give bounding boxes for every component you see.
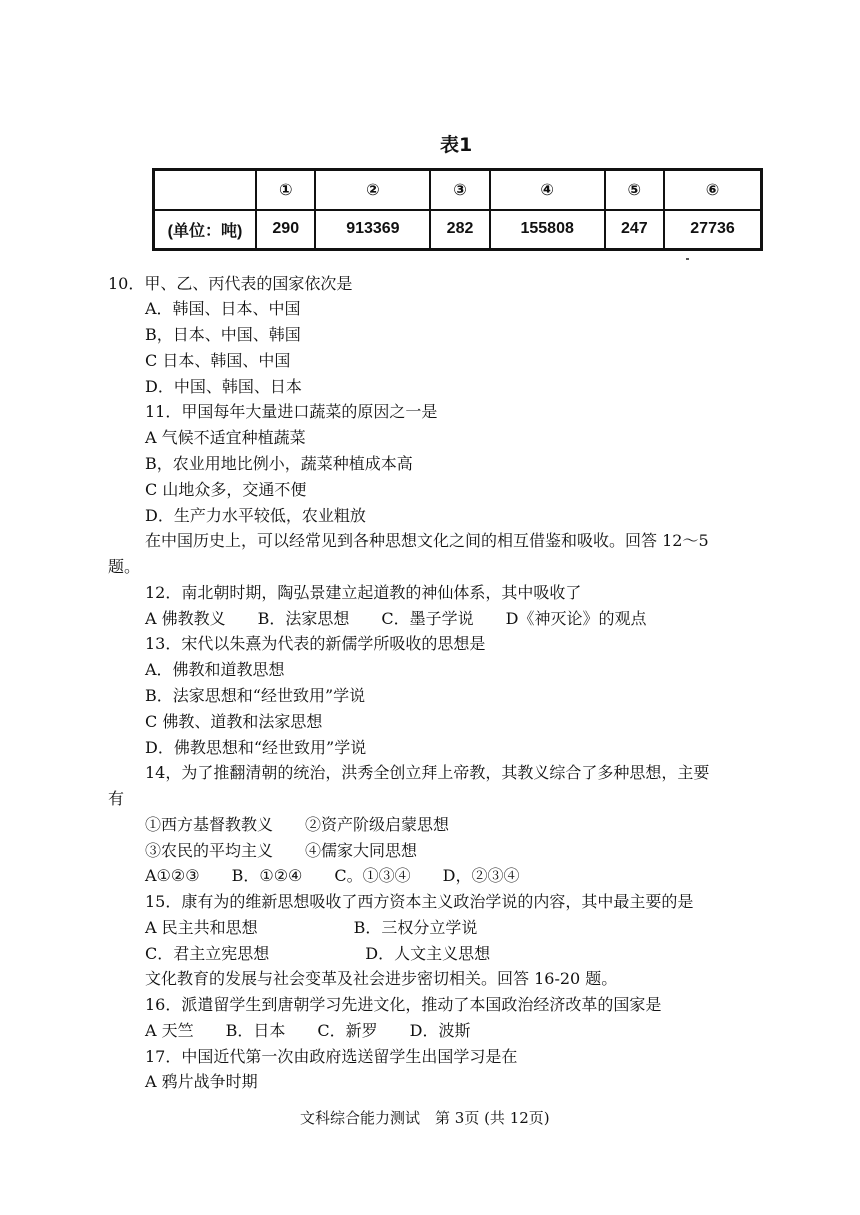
option-line: ①西方基督教教义 ②资产阶级启蒙思想 <box>145 815 450 834</box>
table-header-cell: ① <box>256 170 315 210</box>
table-cell: 290 <box>256 210 315 250</box>
option-line: A 鸦片战争时期 <box>145 1072 258 1091</box>
scan-mark <box>686 258 689 260</box>
option-line: D．佛教思想和“经世致用”学说 <box>145 738 367 757</box>
option-line: A 民主共和思想 B．三权分立学说 <box>145 918 478 937</box>
option-line: A①②③ B．①②④ C。①③④ D，②③④ <box>145 866 520 885</box>
option-line: ③农民的平均主义 ④儒家大同思想 <box>145 841 418 860</box>
option-line: A 气候不适宜种植蔬菜 <box>145 428 306 447</box>
option-line: A．韩国、日本、中国 <box>145 299 301 318</box>
question-14-cont: 有 <box>108 789 125 808</box>
question-16: 16．派遣留学生到唐朝学习先进文化，推动了本国政治经济改革的国家是 <box>145 995 662 1014</box>
option-line: C 日本、韩国、中国 <box>145 351 291 370</box>
option-line: B，农业用地比例小，蔬菜种植成本高 <box>145 454 413 473</box>
table-row <box>154 210 762 250</box>
table-cell: 913369 <box>315 210 430 250</box>
question-11: 11．甲国每年大量进口蔬菜的原因之一是 <box>145 402 438 421</box>
table-title: 表1 <box>440 134 473 156</box>
question-14: 14，为了推翻清朝的统治，洪秀全创立拜上帝教，其教义综合了多种思想，主要 <box>145 763 710 782</box>
table-header-cell: ⑥ <box>664 170 761 210</box>
question-12: 12．南北朝时期，陶弘景建立起道教的神仙体系，其中吸收了 <box>145 583 582 602</box>
option-line: C．君主立宪思想 D．人文主义思想 <box>145 944 491 963</box>
table-cell: 27736 <box>664 210 761 250</box>
table-header-cell: ② <box>315 170 430 210</box>
section-intro: 在中国历史上，可以经常见到各种思想文化之间的相互借鉴和吸收。回答 12～5 <box>145 531 709 550</box>
option-line: C 山地众多，交通不便 <box>145 480 307 499</box>
option-line: C 佛教、道教和法家思想 <box>145 712 323 731</box>
option-line: D．中国、韩国、日本 <box>145 377 302 396</box>
table-header-cell: ④ <box>490 170 605 210</box>
option-line: B．法家思想和“经世致用”学说 <box>145 686 366 705</box>
table-row-label: (单位：吨) <box>154 210 257 250</box>
option-line: A 佛教教义 B．法家思想 C．墨子学说 D《神灭论》的观点 <box>145 609 647 628</box>
option-line: D．生产力水平较低，农业粗放 <box>145 506 366 525</box>
question-15: 15．康有为的维新思想吸收了西方资本主义政治学说的内容，其中最主要的是 <box>145 892 694 911</box>
data-table <box>152 168 763 251</box>
question-13: 13．宋代以朱熹为代表的新儒学所吸收的思想是 <box>145 634 486 653</box>
table-cell: 282 <box>430 210 489 250</box>
table-header-cell: ⑤ <box>605 170 664 210</box>
section-intro: 文化教育的发展与社会变革及社会进步密切相关。回答 16-20 题。 <box>145 969 618 988</box>
option-line: B，日本、中国、韩国 <box>145 325 301 344</box>
table-header-row <box>154 170 762 210</box>
question-17: 17．中国近代第一次由政府选送留学生出国学习是在 <box>145 1047 518 1066</box>
page-footer: 文科综合能力测试 第 3页 (共 12页) <box>300 1109 550 1127</box>
table-header-cell: ③ <box>430 170 489 210</box>
table-header-cell <box>154 170 257 210</box>
option-line: A 天竺 B．日本 C．新罗 D．波斯 <box>145 1021 471 1040</box>
table-cell: 155808 <box>490 210 605 250</box>
table-cell: 247 <box>605 210 664 250</box>
section-intro-cont: 题。 <box>108 557 141 576</box>
question-10: 10．甲、乙、丙代表的国家依次是 <box>108 274 353 293</box>
option-line: A．佛教和道教思想 <box>145 660 285 679</box>
